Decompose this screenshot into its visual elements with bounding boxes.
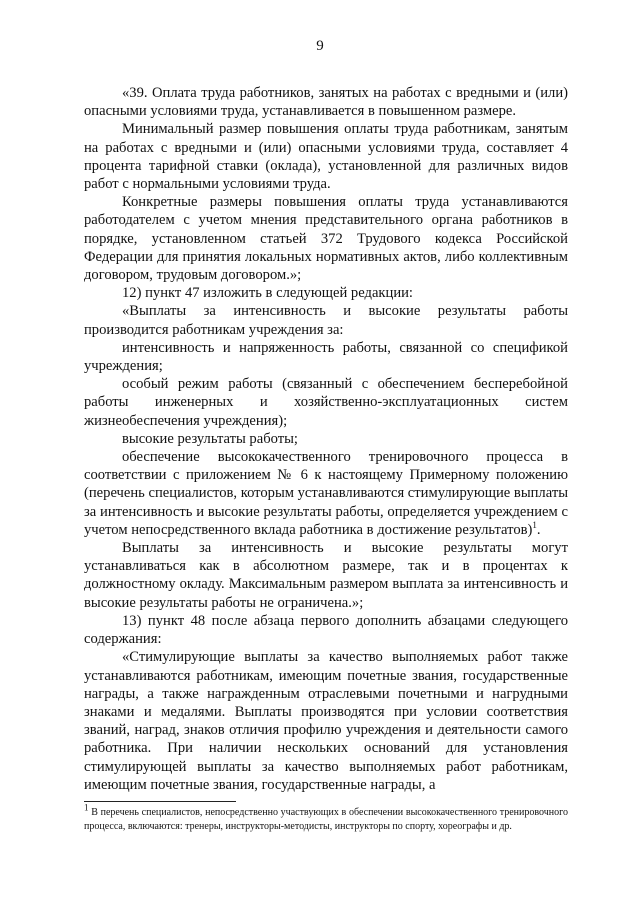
paragraph-intensity-payments: «Выплаты за интенсивность и высокие результаты работы производится работникам учреждения за:	[84, 303, 568, 338]
training-process-text: обеспечение высококачественного тренировочного процесса в соответствии с приложением № 6 к настоящему Примерному положению (перечень специалистов, которым устанавливаются стимулирующие выплаты за интенсивность и высокие результаты работы, определяется учреждением с учетом непосредственного вклада работника в достижение результатов)	[84, 449, 569, 538]
document-body	[84, 84, 568, 794]
paragraph-quality-payments: «Стимулирующие выплаты за качество выполняемых работ также устанавливаются работникам, имеющим почетные звания, государственные награды, а также награжденным отраслевыми почетными и нагрудными знаками и медалями. Выплаты производятся при условии соответствия званий, наград, знаков отличия профилю учреждения и деятельности самого работника. При наличии нескольких оснований для установления стимулирующей выплаты за качество выполняемых работ работникам, имеющим почетные звания, государственные награды, а	[84, 649, 568, 793]
paragraph-39-intro: «39. Оплата труда работников, занятых на работах с вредными и (или) опасными условиями труда, устанавливается в повышенном размере.	[84, 85, 568, 120]
paragraph-training-process	[84, 448, 568, 539]
paragraph-specific-amounts: Конкретные размеры повышения оплаты труда устанавливаются работодателем с учетом мнения представительного органа работников в порядке, установленном статьей 372 Трудового кодекса Российской Федерации для принятия локальных нормативных актов, либо коллективным договором, трудовым договором.»;	[84, 194, 568, 284]
paragraph-high-results: высокие результаты работы;	[122, 430, 298, 447]
page-number: 9	[316, 38, 324, 54]
paragraph-special-mode: особый режим работы (связанный с обеспечением бесперебойной работы инженерных и хозяйственно-эксплуатационных систем жизнеобеспечения учреждения);	[84, 376, 568, 429]
footnote-marker: 1	[84, 802, 89, 813]
footnote-divider	[84, 801, 236, 802]
paragraph-intensity-item: интенсивность и напряженность работы, связанной со спецификой учреждения;	[84, 339, 568, 375]
footnote-reference: 1	[532, 520, 537, 531]
paragraph-minimum-increase: Минимальный размер повышения оплаты труда работникам, занятым на работах с вредными и (или) опасными условиями труда, составляет 4 процента тарифной ставки (оклада), установленной для различных видов работ с нормальными условиями труда.	[84, 121, 568, 193]
footnote	[84, 802, 568, 834]
training-process-tail: .	[536, 521, 541, 538]
paragraph-item-12: 12) пункт 47 изложить в следующей редакции:	[122, 285, 413, 302]
paragraph-payment-limits: Выплаты за интенсивность и высокие результаты могут устанавливаться как в абсолютном размере, так и в процентах к должностному окладу. Максимальным размером выплата за интенсивность и высокие результаты работы не ограничена.»;	[84, 540, 568, 611]
paragraph-item-13: 13) пункт 48 после абзаца первого дополнить абзацами следующего содержания:	[84, 612, 568, 648]
footnote-text: В перечень специалистов, непосредственно участвующих в обеспечении высококачественного тренировочного процесса, включаются: тренеры, инструкторы-методисты, инструкторы по спорту, хореографы и др.	[84, 807, 568, 832]
